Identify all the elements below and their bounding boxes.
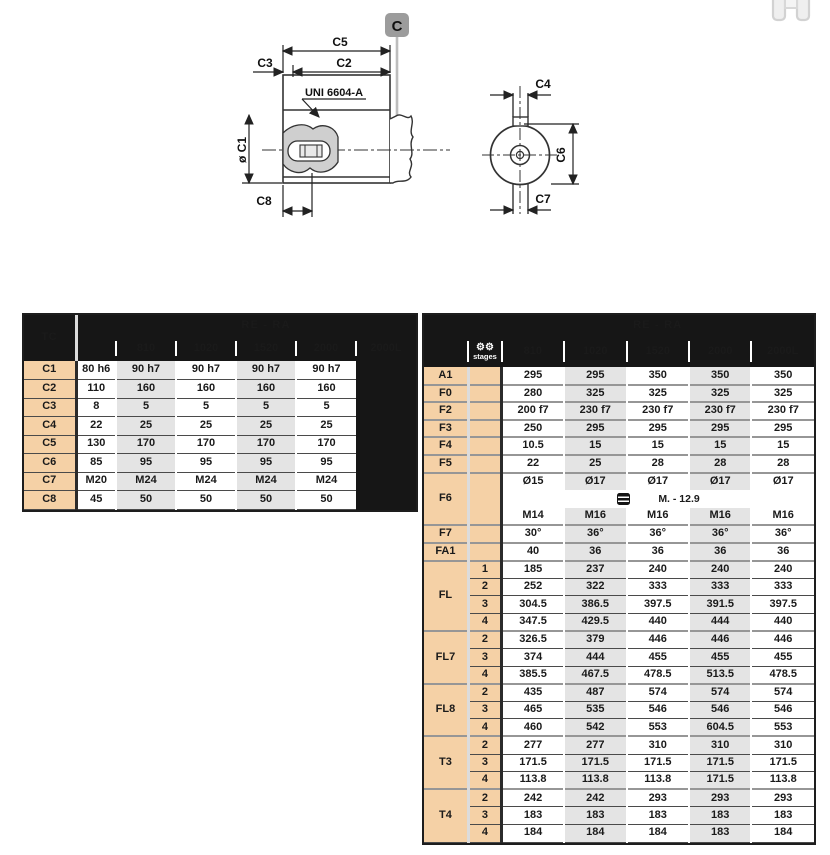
row-label-T3: T3 (424, 736, 468, 789)
dim-cell: 237 (564, 561, 626, 579)
svg-text:C2: C2 (336, 56, 352, 70)
stage-cell: 2 (468, 631, 501, 649)
dim-cell: 15 (689, 437, 751, 455)
stages-column-header (468, 336, 501, 367)
row-label-C3: C3 (24, 398, 76, 417)
dim-cell: 25 (116, 417, 176, 436)
dim-cell: 10.5 (502, 437, 564, 455)
dim-cell: 325 (751, 385, 814, 403)
dim-cell: M16 (564, 508, 626, 526)
dim-cell: 30° (502, 525, 564, 543)
dim-cell: 171.5 (751, 754, 814, 772)
dim-cell: 50 (176, 491, 236, 510)
dim-cell: M16 (751, 508, 814, 526)
dim-cell: 184 (502, 824, 564, 842)
tc-shaft-dimensions-table (24, 315, 416, 510)
stage-cell: 4 (468, 666, 501, 684)
dim-cell: 15 (627, 437, 689, 455)
dim-cell: 574 (751, 684, 814, 702)
dim-cell: 50 (236, 491, 296, 510)
column-header-810: 810 (116, 336, 176, 361)
dim-cell: 36 (751, 543, 814, 561)
dim-cell: 230 f7 (751, 402, 814, 420)
dim-cell: 95 (176, 454, 236, 473)
dim-cell: 171.5 (689, 754, 751, 772)
dim-cell: Ø17 (689, 473, 751, 491)
dim-cell: 446 (751, 631, 814, 649)
dim-cell: 113.8 (564, 772, 626, 790)
dim-cell: 90 h7 (176, 361, 236, 380)
dim-cell: 293 (627, 789, 689, 807)
dim-cell: Ø15 (502, 473, 564, 491)
stage-cell: 3 (468, 596, 501, 614)
dim-cell: 444 (689, 613, 751, 631)
dim-cell: M20 (76, 472, 116, 491)
dim-cell: 379 (564, 631, 626, 649)
stage-cell: 2 (468, 736, 501, 754)
header-spacer (76, 315, 116, 336)
dim-c8 (256, 173, 312, 217)
dim-cell: 546 (627, 701, 689, 719)
dim-cell: 397.5 (751, 596, 814, 614)
dim-cell: 467.5 (564, 666, 626, 684)
row-label-C6: C6 (24, 454, 76, 473)
stage-cell (468, 543, 501, 561)
stage-cell (468, 455, 501, 473)
dim-cell: 28 (751, 455, 814, 473)
row-label-A1: A1 (424, 367, 468, 385)
dim-cell: 542 (564, 719, 626, 737)
stage-cell (468, 402, 501, 420)
dim-cell: 90 h7 (236, 361, 296, 380)
dim-cell: 185 (502, 561, 564, 579)
header-spacer (424, 336, 468, 367)
dim-cell: 36 (689, 543, 751, 561)
stage-cell: 2 (468, 789, 501, 807)
dim-cell: 546 (689, 701, 751, 719)
dim-cell: 293 (751, 789, 814, 807)
row-label-F3: F3 (424, 420, 468, 438)
dim-cell: 242 (502, 789, 564, 807)
dim-cell: 15 (751, 437, 814, 455)
dim-cell: 295 (502, 367, 564, 385)
row-label-F0: F0 (424, 385, 468, 403)
dim-cell: 25 (236, 417, 296, 436)
stage-cell: 3 (468, 701, 501, 719)
dim-cell: 465 (502, 701, 564, 719)
dim-cell: 333 (627, 578, 689, 596)
svg-text:C3: C3 (257, 56, 273, 70)
dim-cell: 460 (502, 719, 564, 737)
dim-cell: 36° (751, 525, 814, 543)
dim-cell: 295 (751, 420, 814, 438)
dim-cell: 25 (564, 455, 626, 473)
column-header-810: 810 (502, 336, 564, 367)
stage-cell (468, 385, 501, 403)
dim-cell: 130 (76, 435, 116, 454)
dim-cell: 28 (627, 455, 689, 473)
dim-cell: 446 (689, 631, 751, 649)
dim-cell: 397.5 (627, 596, 689, 614)
row-label-C4: C4 (24, 417, 76, 436)
row-label-C5: C5 (24, 435, 76, 454)
dim-cell: 350 (689, 367, 751, 385)
dim-cell: 25 (296, 417, 356, 436)
shaft-front-view-diagram (462, 62, 627, 227)
dim-cell: 184 (564, 824, 626, 842)
dim-cell: 85 (76, 454, 116, 473)
bolt-class-text: M. - 12.9 (658, 492, 700, 505)
dim-cell: 183 (689, 807, 751, 825)
dim-cell: 184 (751, 824, 814, 842)
dim-cell: Ø17 (627, 473, 689, 491)
dim-cell: 446 (627, 631, 689, 649)
row-label-FL: FL (424, 561, 468, 631)
dim-cell: 325 (689, 385, 751, 403)
table-group-label: TC (24, 315, 76, 361)
dim-cell: 230 f7 (564, 402, 626, 420)
stage-cell (468, 437, 501, 455)
dim-cell: 553 (751, 719, 814, 737)
bore-keyway-section (283, 125, 338, 173)
row-label-F5: F5 (424, 455, 468, 473)
dim-cell: 444 (564, 649, 626, 667)
dim-cell: 535 (564, 701, 626, 719)
re-ra-mounting-dimensions-table (424, 315, 814, 843)
dim-cell: 200 f7 (502, 402, 564, 420)
stages-header-content (468, 343, 501, 361)
dim-cell: 8 (76, 398, 116, 417)
row-label-F6: F6 (424, 473, 468, 526)
dim-cell: 350 (751, 367, 814, 385)
dim-cell: 322 (564, 578, 626, 596)
stage-cell: 2 (468, 578, 501, 596)
row-label-C7: C7 (24, 472, 76, 491)
row-label-FL7: FL7 (424, 631, 468, 684)
svg-text:C: C (391, 18, 403, 35)
row-label-C1: C1 (24, 361, 76, 380)
stage-cell: 4 (468, 613, 501, 631)
dim-cell: 22 (502, 455, 564, 473)
dim-cell: 374 (502, 649, 564, 667)
dim-cell: 184 (627, 824, 689, 842)
dim-cell: 230 f7 (689, 402, 751, 420)
stage-cell: 4 (468, 772, 501, 790)
dim-cell: 386.5 (564, 596, 626, 614)
dim-cell: 350 (627, 367, 689, 385)
stage-cell: 4 (468, 719, 501, 737)
dim-cell: 429.5 (564, 613, 626, 631)
svg-text:ø C1: ø C1 (235, 136, 249, 164)
dim-cell: 25 (176, 417, 236, 436)
dim-cell: 553 (627, 719, 689, 737)
dim-cell: 5 (176, 398, 236, 417)
series-title: RE - RA (116, 315, 416, 336)
dim-cell: 487 (564, 684, 626, 702)
dim-cell: 277 (564, 736, 626, 754)
dim-cell: 277 (502, 736, 564, 754)
dim-c6 (524, 124, 579, 184)
row-label-F2: F2 (424, 402, 468, 420)
header-spacer (76, 336, 116, 361)
dim-cell: 183 (564, 807, 626, 825)
dim-cell: 160 (116, 380, 176, 399)
stage-cell (468, 473, 501, 526)
dim-cell: 455 (751, 649, 814, 667)
stage-cell (468, 367, 501, 385)
svg-text:UNI 6604-A: UNI 6604-A (304, 87, 364, 99)
dim-cell: Ø17 (751, 473, 814, 491)
dim-cell: 455 (689, 649, 751, 667)
dim-cell: 574 (689, 684, 751, 702)
dim-cell: 95 (236, 454, 296, 473)
dim-cell: 5 (296, 398, 356, 417)
dim-cell: 240 (689, 561, 751, 579)
bolt-icon (617, 493, 630, 505)
column-header-1520: 1520 (236, 336, 296, 361)
dim-cell: 240 (751, 561, 814, 579)
stage-cell: 3 (468, 807, 501, 825)
gears-icon: ⚙⚙ (475, 341, 494, 353)
dim-cell: M24 (236, 472, 296, 491)
dim-cell: 546 (751, 701, 814, 719)
dim-cell: 15 (564, 437, 626, 455)
dim-cell: 333 (689, 578, 751, 596)
dim-cell: 295 (689, 420, 751, 438)
dim-cell: 240 (627, 561, 689, 579)
dim-cell: 113.8 (627, 772, 689, 790)
dim-cell: 310 (751, 736, 814, 754)
dim-cell: 170 (116, 435, 176, 454)
dim-c2-c3 (253, 56, 390, 77)
dim-cell: 295 (564, 367, 626, 385)
dim-cell: 171.5 (564, 754, 626, 772)
stages-label: stages (473, 351, 497, 361)
column-header-1520: 1520 (627, 336, 689, 367)
dim-cell: 36° (564, 525, 626, 543)
section-marker-c (385, 13, 409, 119)
dim-cell: 95 (116, 454, 176, 473)
svg-text:C5: C5 (332, 35, 348, 49)
dim-cell: 170 (176, 435, 236, 454)
dim-cell: 28 (689, 455, 751, 473)
dim-cell: 574 (627, 684, 689, 702)
dim-cell: 310 (689, 736, 751, 754)
dim-cell: 385.5 (502, 666, 564, 684)
dim-cell: M16 (627, 508, 689, 526)
dim-cell: 310 (627, 736, 689, 754)
dim-cell: 295 (627, 420, 689, 438)
dim-cell: M24 (296, 472, 356, 491)
dim-cell: M24 (116, 472, 176, 491)
dim-cell: 293 (689, 789, 751, 807)
column-header-2000L: 2000L (356, 336, 416, 361)
stage-cell: 3 (468, 754, 501, 772)
dim-cell: 171.5 (502, 754, 564, 772)
dim-cell: 95 (296, 454, 356, 473)
dim-cell: 440 (751, 613, 814, 631)
svg-text:C8: C8 (256, 194, 272, 208)
shaft-side-view-diagram (222, 5, 457, 240)
dim-cell: 280 (502, 385, 564, 403)
column-header-1020: 1020 (564, 336, 626, 367)
row-label-F4: F4 (424, 437, 468, 455)
dim-cell: Ø17 (564, 473, 626, 491)
dim-cell: M24 (176, 472, 236, 491)
dim-cell: 160 (296, 380, 356, 399)
dim-cell: 170 (296, 435, 356, 454)
dim-cell: 171.5 (627, 754, 689, 772)
dim-cell: 22 (76, 417, 116, 436)
dim-cell: 333 (751, 578, 814, 596)
dim-cell: 440 (627, 613, 689, 631)
dim-cell: 183 (502, 807, 564, 825)
bolt-class-cell (502, 490, 814, 508)
dim-cell: 183 (627, 807, 689, 825)
column-header-1020: 1020 (176, 336, 236, 361)
stage-cell: 2 (468, 684, 501, 702)
dim-cell: 90 h7 (296, 361, 356, 380)
dim-cell: 36 (564, 543, 626, 561)
dim-cell: 435 (502, 684, 564, 702)
stage-cell (468, 525, 501, 543)
dim-cell: 391.5 (689, 596, 751, 614)
dim-cell: 604.5 (689, 719, 751, 737)
row-label-F7: F7 (424, 525, 468, 543)
dim-cell: 183 (751, 807, 814, 825)
column-header-2000: 2000 (296, 336, 356, 361)
series-title: RE - RA (502, 315, 814, 336)
header-spacer (424, 315, 502, 336)
cropped-gearbox-icon (766, 0, 818, 36)
dim-cell: 347.5 (502, 613, 564, 631)
dim-cell: 90 h7 (116, 361, 176, 380)
row-label-FA1: FA1 (424, 543, 468, 561)
stage-cell: 1 (468, 561, 501, 579)
stage-cell: 4 (468, 824, 501, 842)
dim-cell: 5 (236, 398, 296, 417)
dim-cell: 50 (296, 491, 356, 510)
column-header-2000L: 2000L (751, 336, 814, 367)
dim-cell: 113.8 (502, 772, 564, 790)
dim-cell: 242 (564, 789, 626, 807)
dim-cell: 325 (627, 385, 689, 403)
dim-cell: 36 (627, 543, 689, 561)
row-label-FL8: FL8 (424, 684, 468, 737)
dim-cell: 513.5 (689, 666, 751, 684)
dim-cell: 183 (689, 824, 751, 842)
stage-cell: 3 (468, 649, 501, 667)
dim-cell: M16 (689, 508, 751, 526)
dim-cell: 170 (236, 435, 296, 454)
dim-cell: 110 (76, 380, 116, 399)
dim-cell: 80 h6 (76, 361, 116, 380)
dim-cell: 325 (564, 385, 626, 403)
row-label-C8: C8 (24, 491, 76, 510)
row-label-T4: T4 (424, 789, 468, 842)
dim-cell: 252 (502, 578, 564, 596)
uni-spec-callout (302, 87, 366, 117)
row-label-C2: C2 (24, 380, 76, 399)
dim-cell: 230 f7 (627, 402, 689, 420)
svg-text:C6: C6 (554, 147, 568, 163)
dim-cell: 160 (176, 380, 236, 399)
dim-cell: 160 (236, 380, 296, 399)
dim-cell: 478.5 (751, 666, 814, 684)
dim-cell: 40 (502, 543, 564, 561)
dim-cell: 455 (627, 649, 689, 667)
dim-cell: M14 (502, 508, 564, 526)
bolt-class-content (503, 493, 814, 505)
dim-cell: 5 (116, 398, 176, 417)
dim-cell: 295 (564, 420, 626, 438)
stage-cell (468, 420, 501, 438)
dim-cell: 304.5 (502, 596, 564, 614)
dim-c1 (235, 115, 282, 183)
svg-text:C4: C4 (535, 77, 551, 91)
dim-cell: 50 (116, 491, 176, 510)
dim-cell: 326.5 (502, 631, 564, 649)
dim-cell: 45 (76, 491, 116, 510)
dim-cell: 36° (627, 525, 689, 543)
dim-cell: 250 (502, 420, 564, 438)
dim-cell: 113.8 (751, 772, 814, 790)
svg-text:C7: C7 (535, 192, 551, 206)
dim-cell: 171.5 (689, 772, 751, 790)
dim-cell: 478.5 (627, 666, 689, 684)
column-header-2000: 2000 (689, 336, 751, 367)
dim-cell: 36° (689, 525, 751, 543)
